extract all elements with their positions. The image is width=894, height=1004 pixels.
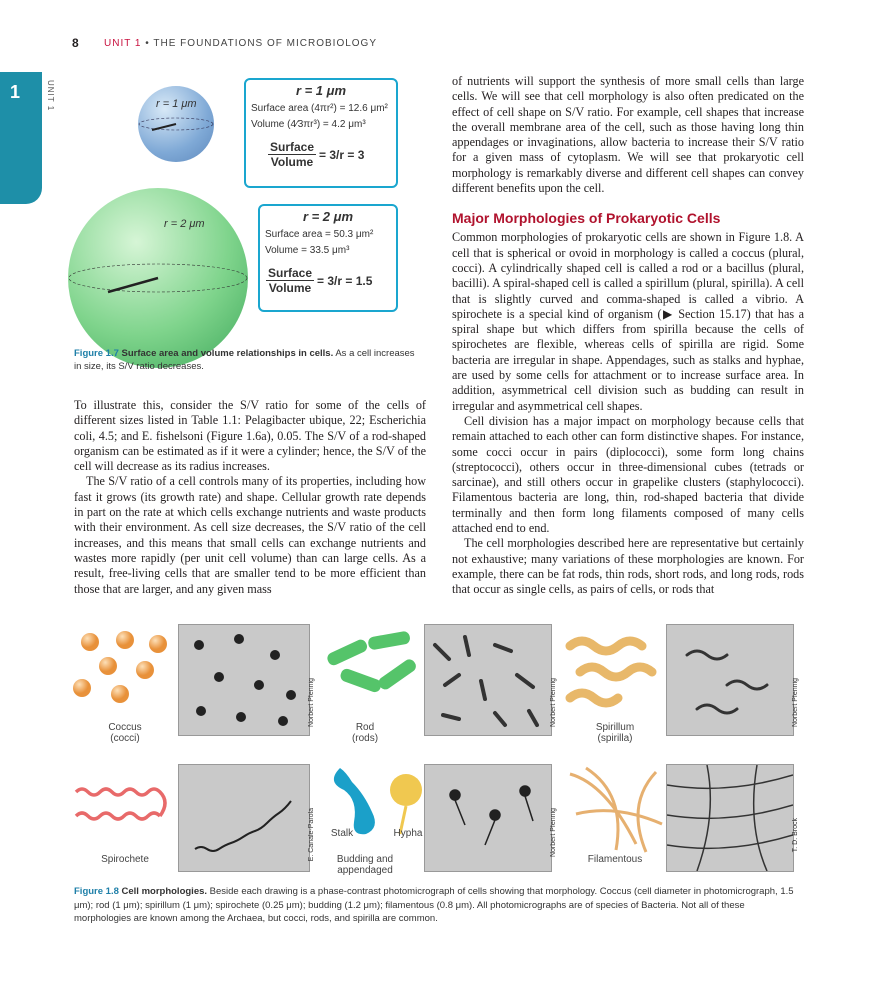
credit-3: Norbert Pfennig	[792, 678, 799, 728]
box2-ratio	[266, 266, 396, 295]
large-radius-label: r = 2 μm	[164, 218, 205, 230]
fig18-caption-label: Figure 1.8	[74, 886, 119, 897]
budding-drawing	[320, 764, 430, 854]
box1-volume: Volume (4⁄3πr³) = 4.2 μm³	[251, 119, 366, 130]
credit-5: Norbert Pfennig	[550, 808, 557, 858]
spirillum-label: Spirillum (spirilla)	[595, 722, 635, 744]
rod-drawing	[320, 628, 420, 708]
filamentous-photomicrograph	[666, 764, 794, 872]
spirillum-drawing	[564, 632, 664, 712]
fig17-caption-title: Surface area and volume relationships in cells.	[121, 348, 334, 359]
section-heading: Major Morphologies of Prokaryotic Cells	[452, 210, 721, 227]
box2-ratio-val: = 3/r = 1.5	[317, 273, 373, 288]
box2-surface: Surface area = 50.3 μm²	[265, 229, 374, 240]
large-sphere-formula-box	[258, 204, 398, 312]
spirochete-drawing	[70, 778, 170, 848]
spirochete-label: Spirochete	[101, 854, 149, 865]
box1-ratio-val: = 3/r = 3	[319, 147, 365, 162]
fig18-caption-title: Cell morphologies.	[121, 886, 208, 897]
box1-ratio-num: Surface	[270, 140, 315, 154]
box2-ratio-num: Surface	[268, 266, 313, 280]
right-paragraph-2: Cell division has a major impact on morphology because cells that remain attached to each other can form distinctive shapes. For instance, some cocci occur in pairs (diplococci), some form long chains (streptococci), others occur in three-dimensional cubes (tetrads or sarcinae), and still others occur in grapelike clusters (staphylococci). Filamentous bacteria are long, thin, rod-shaped bacteria that divide terminally and then form long filaments composed of many cells attached end to end.	[452, 413, 804, 536]
credit-6: T. D. Brock	[792, 818, 799, 853]
box2-title: r = 2 μm	[302, 209, 354, 224]
box1-title: r = 1 μm	[295, 83, 347, 98]
figure-1-7-caption	[74, 347, 424, 373]
credit-1: Norbert Pfennig	[308, 678, 315, 728]
filamentous-label: Filamentous	[587, 854, 643, 865]
left-paragraph-1: To illustrate this, consider the S/V ratio for some of the cells of different sizes listed in Table 1.1: Pelagibacter ubique, 22; Escherichia coli, 4.5; and E. fishelsoni (Figure 1.6a), 0.05. The S/V of a rod-shaped organism can be estimated as if it were a cylinder; hence, the S/V of the cell will decrease as its radius increases.	[74, 398, 426, 474]
left-column	[74, 398, 426, 597]
unit-tab-label: UNIT 1	[46, 80, 55, 112]
figure-1-8-caption	[74, 885, 804, 926]
spirillum-photomicrograph	[666, 624, 794, 736]
small-sphere-formula-box	[244, 78, 398, 188]
box2-ratio-den: Volume	[268, 281, 312, 295]
budding-photomicrograph	[424, 764, 552, 872]
box1-ratio-den: Volume	[270, 155, 314, 169]
spirochete-photomicrograph	[178, 764, 310, 872]
budding-label: Budding and appendaged	[336, 854, 394, 876]
right-paragraph-3: The cell morphologies described here are representative but certainly not exhaustive; many variations of these morphologies are known. For example, there can be fat rods, thin rods, short rods, and long rods, rods that occur as single cells, as pairs of cells, or rods that	[452, 536, 804, 597]
stalk-label: Stalk	[330, 828, 354, 839]
fig17-caption-label: Figure 1.7	[74, 348, 119, 359]
box1-ratio	[268, 140, 396, 169]
bullet: •	[145, 38, 150, 49]
coccus-drawing	[70, 628, 170, 708]
credit-4: E. Canale-Parola	[308, 808, 315, 862]
coccus-photomicrograph	[178, 624, 310, 736]
fig17-caption-text: As a cell increases in size, its S/V ratio decreases.	[74, 348, 415, 372]
page-number: 8	[72, 36, 79, 50]
large-sphere	[68, 188, 248, 368]
hypha-label: Hypha	[393, 828, 423, 839]
box2-volume: Volume = 33.5 μm³	[265, 245, 350, 256]
unit-label: UNIT 1	[104, 38, 142, 49]
right-paragraph-0: of nutrients will support the synthesis of more small cells than large cells. We will see that cell morphology is also often predicated on the effect of cell shape on S/V ratio. For example, cell shapes that increase the overall membrane area of the cell, such as those having long thin appendages or invaginations, allow bacteria to increase their S/V ratio for a given mass of cytoplasm. We will see that prokaryotic cell morphology is remarkably diverse and different cell shapes can convey different benefits upon the cell.	[452, 74, 804, 196]
left-paragraph-2: The S/V ratio of a cell controls many of its properties, including how fast it grows (its growth rate) and shape. Cellular growth rate depends in part on the rate at which cells exchange nutrients and waste products with their environment. As cell size decreases, the S/V ratio of the cell increases, and this means that small cells can exchange nutrients and wastes more rapidly (per unit cell volume) than can large cells. As a result, free-living cells that are smaller tend to be more efficient than those that are larger, and any given mass	[74, 474, 426, 596]
filamentous-drawing	[566, 764, 666, 854]
unit-tab	[0, 72, 42, 204]
right-column	[452, 74, 804, 598]
rod-photomicrograph	[424, 624, 552, 736]
figure-1-8	[70, 618, 810, 888]
right-paragraph-1: Common morphologies of prokaryotic cells are shown in Figure 1.8. A cell that is spherical or ovoid in morphology is called a coccus (plural, cocci). A cylindrically shaped cell is called a rod or a bacillus (plural, bacilli). A spiral-shaped cell is called a spirillum (plural, spirilla). A cell that is slightly curved and comma-shaped is called a vibrio. A spirochete is a special kind of organism (▶ Section 15.17) that has a spiral shape but which differs from spirilla because the cells of spirochetes are flexible, whereas cells of spirilla are rigid. Some bacteria are irregular in shape. Appendages, such as stalks and hyphae, are used by some cells for attachment or to increase surface area. In addition, asymmetrical cell division such as budding can result in irregular and asymmetrical cell shapes.	[452, 230, 804, 413]
coccus-label: Coccus (cocci)	[108, 722, 142, 744]
small-radius-label: r = 1 μm	[156, 98, 197, 110]
unit-tab-number: 1	[10, 82, 21, 102]
box1-surface: Surface area (4πr²) = 12.6 μm²	[251, 103, 388, 114]
running-head	[104, 38, 377, 49]
credit-2: Norbert Pfennig	[550, 678, 557, 728]
unit-title: THE FOUNDATIONS OF MICROBIOLOGY	[153, 38, 378, 49]
fig18-caption-text: Beside each drawing is a phase-contrast photomicrograph of cells showing that morphology. Coccus (cell diameter in photomicrograph, 1.5 μm); rod (1 μm); spirillum (1 μm); spirochete (0.25 μm); budding (1.2 μm); filamentous (0.8 μm). All photomicrographs are of species of Bacteria. Not all of these morphologies are known among the Archaea, but cocci, rods, and spirilla are common.	[74, 886, 794, 924]
figure-1-7	[60, 70, 420, 340]
rod-label: Rod (rods)	[351, 722, 379, 744]
